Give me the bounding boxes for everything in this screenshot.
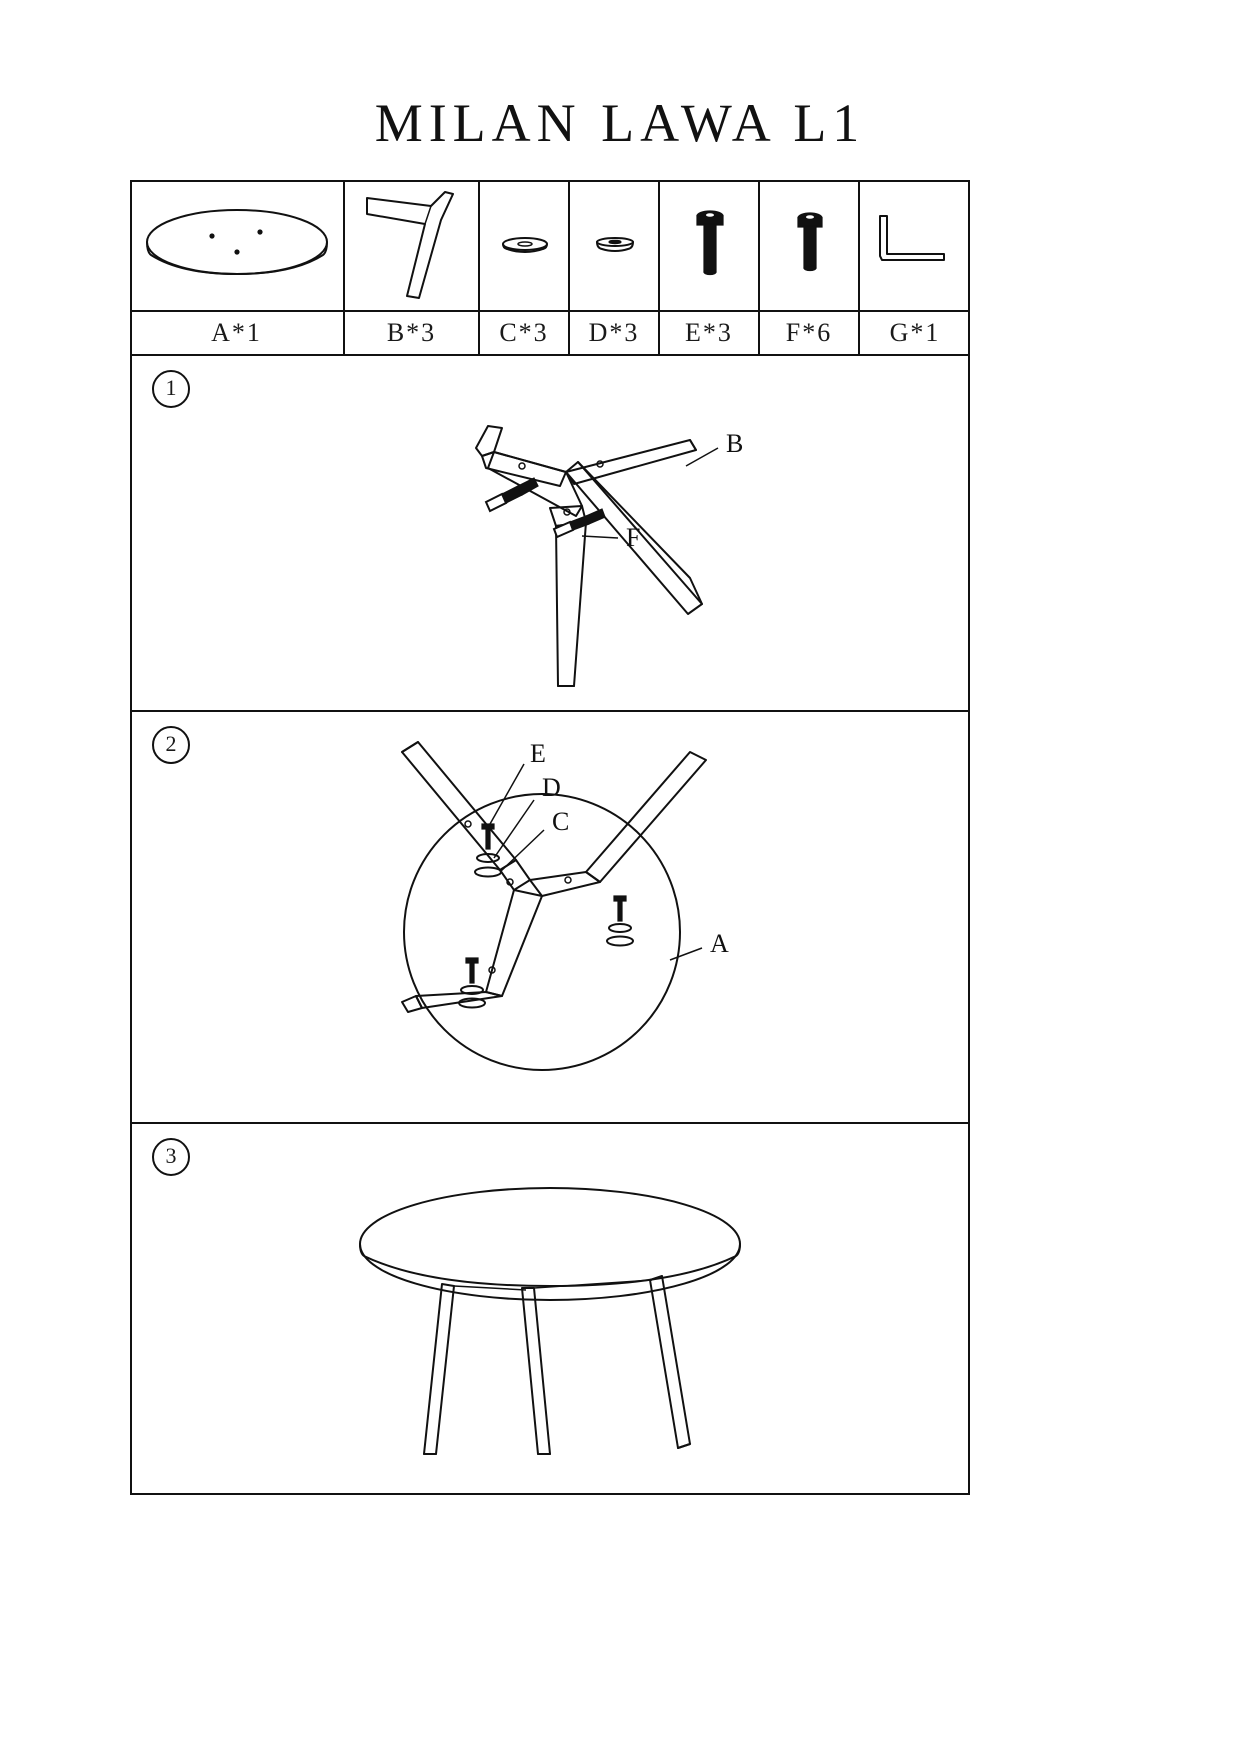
part-cell-d [570, 180, 660, 354]
part-label-e: E*3 [660, 310, 758, 354]
callout-e-label: E [530, 739, 546, 768]
part-art-g [860, 180, 970, 310]
step-number-1: 1 [152, 370, 190, 408]
bolt-stack-2 [607, 896, 633, 946]
part-art-e [660, 180, 758, 310]
finished-round-coffee-table [360, 1188, 740, 1454]
part-label-f: F*6 [760, 310, 858, 354]
part-cell-b [345, 180, 480, 354]
part-cell-a [130, 180, 345, 354]
part-art-b [345, 180, 478, 310]
round-table-top-icon [147, 210, 327, 274]
step-3 [130, 1124, 970, 1495]
part-art-a [130, 180, 343, 310]
allen-key-icon [880, 216, 944, 260]
callout-b-label: B [726, 429, 744, 458]
part-art-d [570, 180, 658, 310]
part-label-a: A*1 [130, 310, 343, 354]
three-legs-joined-with-bolts [476, 426, 743, 686]
leg-frame-attached-to-underside-of-table-top [402, 739, 729, 1070]
bolt-stack-1 [475, 824, 501, 877]
part-art-c [480, 180, 568, 310]
parts-table [130, 180, 970, 356]
step-number-2: 2 [152, 726, 190, 764]
part-label-d: D*3 [570, 310, 658, 354]
bolt-f-2 [554, 509, 605, 537]
step-art-1 [130, 356, 970, 710]
part-cell-g [860, 180, 970, 354]
short-bolt-icon [798, 213, 822, 271]
bolt-f-1 [486, 478, 538, 511]
callout-a-label: A [710, 929, 729, 958]
page-title: MILAN LAWA L1 [374, 93, 866, 153]
angled-leg-icon [367, 192, 453, 298]
long-bolt-icon [697, 211, 723, 275]
callout-c-label: C [552, 807, 570, 836]
step-art-3 [130, 1124, 970, 1495]
part-label-g: G*1 [860, 310, 970, 354]
part-cell-e [660, 180, 760, 354]
step-art-2 [130, 712, 970, 1122]
part-art-f [760, 180, 858, 310]
callout-d-label: D [542, 773, 561, 802]
flat-washer-icon [503, 238, 547, 252]
part-label-b: B*3 [345, 310, 478, 354]
step-1 [130, 356, 970, 712]
part-cell-c [480, 180, 570, 354]
part-label-c: C*3 [480, 310, 568, 354]
step-2 [130, 712, 970, 1124]
callout-f-label: F [626, 523, 641, 552]
part-cell-f [760, 180, 860, 354]
step-number-3: 3 [152, 1138, 190, 1176]
thin-washer-icon [597, 238, 633, 251]
